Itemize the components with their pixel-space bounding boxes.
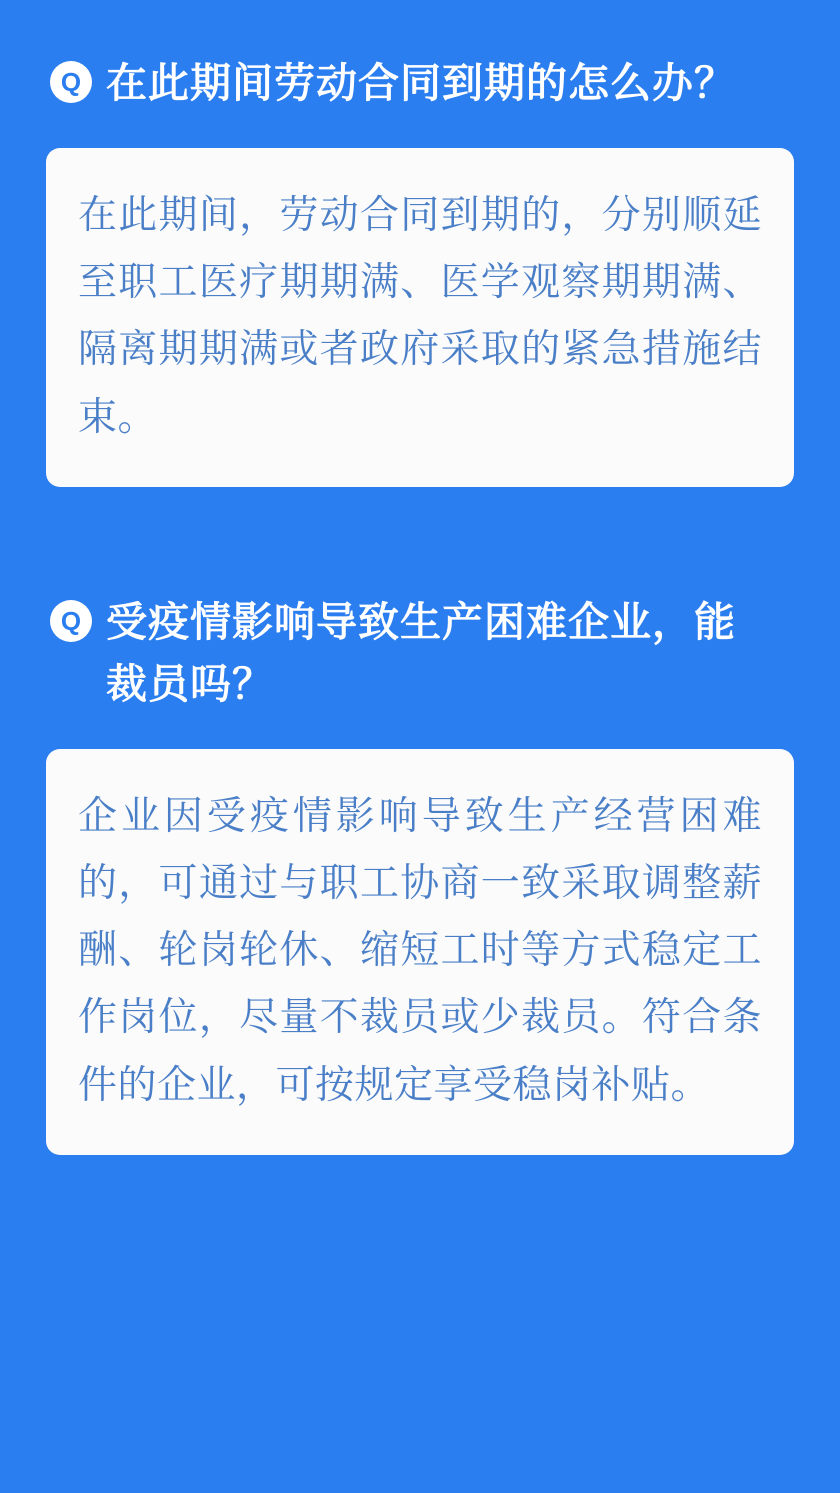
question-row-1 [46, 52, 794, 114]
question-badge-icon: Q [50, 61, 92, 103]
answer-card-1 [46, 148, 794, 486]
answer-text-1: 在此期间，劳动合同到期的，分别顺延至职工医疗期期满、医学观察期期满、隔离期期满或者政府采取的紧急措施结束。 [78, 194, 762, 439]
question-text-1: 在此期间劳动合同到期的怎么办？ [106, 60, 736, 106]
question-row-2 [46, 591, 794, 716]
question-badge-icon: Q [50, 600, 92, 642]
qa-block-1 [46, 52, 794, 487]
qa-block-2 [46, 591, 794, 1155]
answer-card-2 [46, 749, 794, 1154]
answer-text-2: 企业因受疫情影响导致生产经营困难的，可通过与职工协商一致采取调整薪酬、轮岗轮休、缩短工时等方式稳定工作岗位，尽量不裁员或少裁员。符合条件的企业，可按规定享受稳岗补贴。 [78, 795, 762, 1107]
question-text-2: 受疫情影响导致生产困难企业，能裁员吗？ [106, 598, 736, 707]
